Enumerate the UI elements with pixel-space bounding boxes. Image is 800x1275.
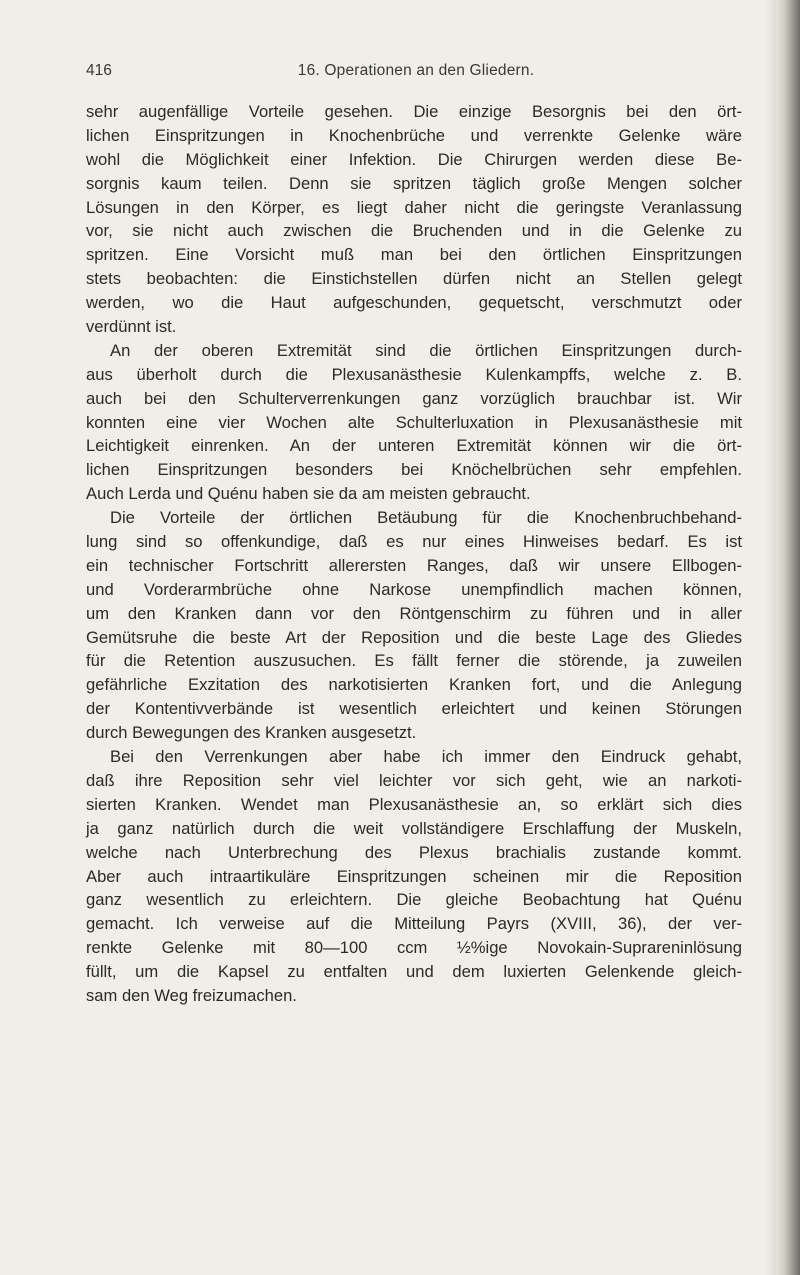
body-text	[86, 100, 742, 1008]
page-number: 416	[86, 62, 112, 79]
text-line: spritzen. Eine Vorsicht muß man bei den örtlichen Einspritzungen	[86, 245, 742, 265]
text-line: konnten eine vier Wochen alte Schulterluxation in Plexusanästhesie mit	[86, 412, 742, 432]
page-gutter-shadow	[766, 0, 776, 1275]
text-line: ein technischer Fortschritt allerersten Ranges, daß wir unsere Ellbogen-	[86, 555, 742, 575]
text-line: lichen Einspritzungen in Knochenbrüche und verrenkte Gelenke wäre	[86, 125, 742, 145]
text-line: Lösungen in den Körper, es liegt daher nicht die geringste Veranlassung	[86, 197, 742, 217]
text-line: lung sind so offenkundige, daß es nur eines Hinweises bedarf. Es ist	[86, 532, 742, 552]
text-line: welche nach Unterbrechung des Plexus brachialis zustande kommt.	[86, 842, 742, 862]
page-edge	[776, 0, 800, 1275]
text-line: auch bei den Schulterverrenkungen ganz vorzüglich brauchbar ist. Wir	[86, 388, 742, 408]
text-line: Die Vorteile der örtlichen Betäubung für die Knochenbruchbehand-	[110, 508, 742, 528]
text-line: verdünnt ist.	[86, 317, 177, 337]
running-title: 16. Operationen an den Gliedern.	[297, 62, 535, 79]
text-line: sierten Kranken. Wendet man Plexusanästhesie an, so erklärt sich dies	[86, 794, 742, 814]
text-line: sorgnis kaum teilen. Denn sie spritzen täglich große Mengen solcher	[86, 173, 742, 193]
text-line: daß ihre Reposition sehr viel leichter vor sich geht, wie an narkoti-	[86, 770, 742, 790]
page-header	[86, 62, 746, 88]
text-line: ja ganz natürlich durch die weit vollständigere Erschlaffung der Muskeln,	[86, 818, 742, 838]
text-line: lichen Einspritzungen besonders bei Knöchelbrüchen sehr empfehlen.	[86, 460, 742, 480]
text-line: sam den Weg freizumachen.	[86, 985, 297, 1005]
text-line: Bei den Verrenkungen aber habe ich immer den Eindruck gehabt,	[110, 747, 742, 767]
text-line: um den Kranken dann vor den Röntgenschirm zu führen und in aller	[86, 603, 742, 623]
text-line: renkte Gelenke mit 80—100 ccm ½%ige Novokain-Suprareninlösung	[86, 938, 742, 958]
text-line: für die Retention auszusuchen. Es fällt ferner die störende, ja zuweilen	[86, 651, 742, 671]
text-line: Aber auch intraartikuläre Einspritzungen scheinen mir die Reposition	[86, 866, 742, 886]
text-line: ganz wesentlich zu erleichtern. Die gleiche Beobachtung hat Quénu	[86, 890, 742, 910]
text-line: gemacht. Ich verweise auf die Mitteilung Payrs (XVIII, 36), der ver-	[86, 914, 742, 934]
text-line: Leichtigkeit einrenken. An der unteren Extremität können wir die ört-	[86, 436, 742, 456]
text-line: Gemütsruhe die beste Art der Reposition und die beste Lage des Gliedes	[86, 627, 742, 647]
text-line: durch Bewegungen des Kranken ausgesetzt.	[86, 723, 417, 743]
text-line: sehr augenfällige Vorteile gesehen. Die einzige Besorgnis bei den ört-	[86, 102, 742, 121]
text-line: füllt, um die Kapsel zu entfalten und dem luxierten Gelenkende gleich-	[86, 962, 742, 982]
text-line: aus überholt durch die Plexusanästhesie Kulenkampffs, welche z. B.	[86, 364, 742, 384]
text-line: der Kontentivverbände ist wesentlich erleichtert und keinen Störungen	[86, 699, 742, 719]
text-line: und Vorderarmbrüche ohne Narkose unempfindlich machen können,	[86, 579, 742, 599]
text-line: An der oberen Extremität sind die örtlichen Einspritzungen durch-	[110, 340, 742, 360]
text-line: gefährliche Exzitation des narkotisierten Kranken fort, und die Anlegung	[86, 675, 742, 695]
text-line: werden, wo die Haut aufgeschunden, gequetscht, verschmutzt oder	[86, 293, 742, 313]
text-line: wohl die Möglichkeit einer Infektion. Die Chirurgen werden diese Be-	[86, 149, 742, 169]
text-line: stets beobachten: die Einstichstellen dürfen nicht an Stellen gelegt	[86, 269, 742, 289]
text-line: vor, sie nicht auch zwischen die Bruchenden und in die Gelenke zu	[86, 221, 742, 241]
text-line: Auch Lerda und Quénu haben sie da am meisten gebraucht.	[86, 484, 531, 504]
